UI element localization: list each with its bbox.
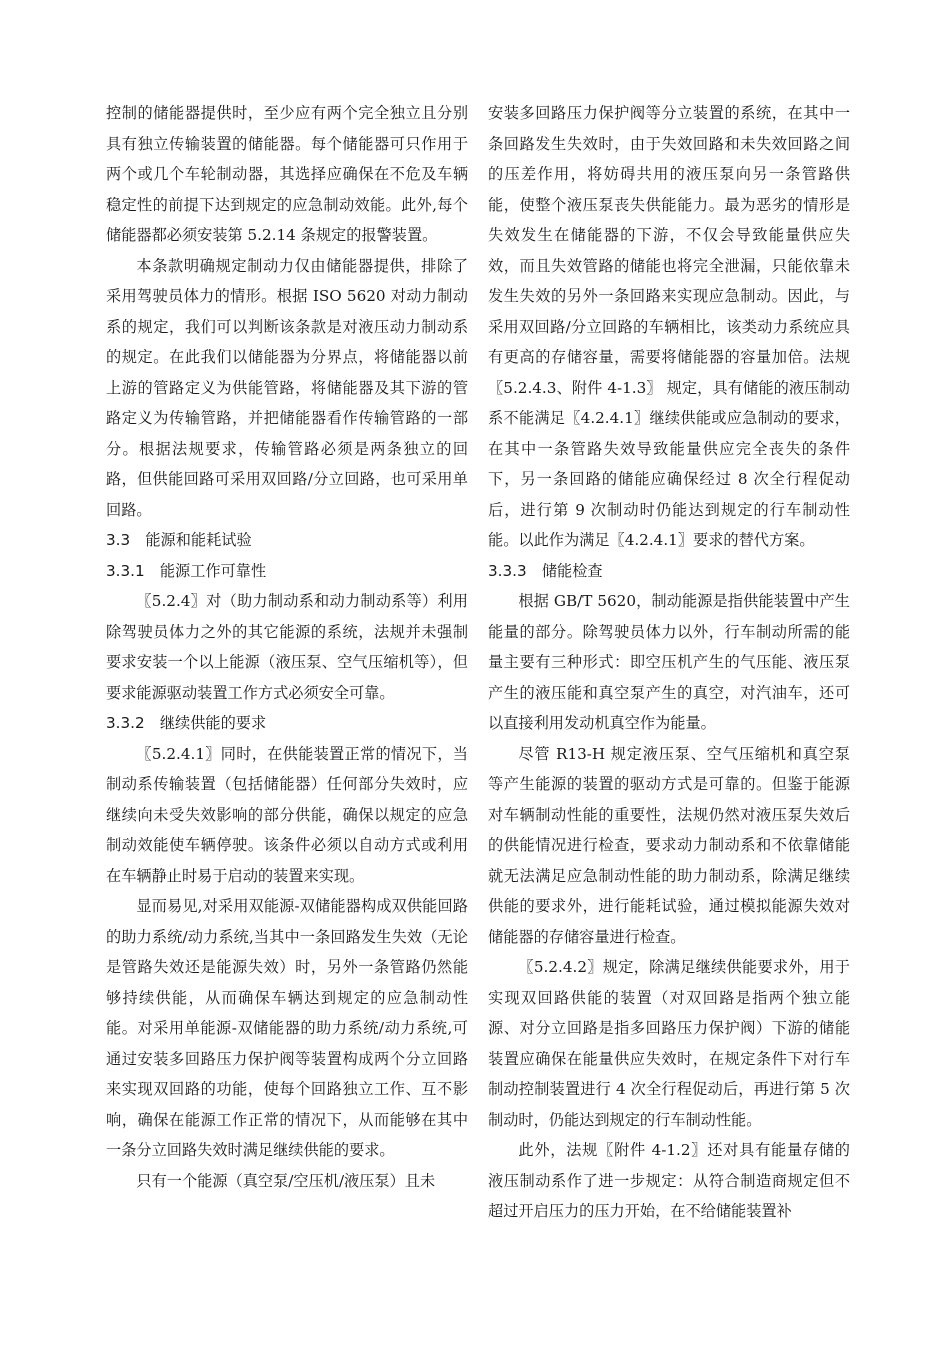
- section-heading-3-3-3: 3.3.3 储能检查: [488, 561, 603, 580]
- paragraph: 显而易见,对采用双能源-双储能器构成双供能回路的助力系统/动力系统,当其中一条回路发生失效（无论是管路失效还是能源失效）时，另外一条管路仍然能够持续供能，从而确保车辆达到规定的应急制动性能。对采用单能源-双储能器的助力系统/动力系统,可通过安装多回路压力保护阀等装置构成两个分立回路来实现双回路的功能，使每个回路独立工作、互不影响，确保在能源工作正常的情况下，从而能够在其中一条分立回路失效时满足继续供能的要求。: [106, 897, 468, 1159]
- paragraph: 控制的储能器提供时，至少应有两个完全独立且分别具有独立传输装置的储能器。每个储能器可只作用于两个或几个车轮制动器，其选择应确保在不危及车辆稳定性的前提下达到规定的应急制动效能。此外,每个储能器都必须安装第 5.2.14 条规定的报警装置。: [106, 104, 468, 244]
- section-heading-3-3-2: 3.3.2 继续供能的要求: [106, 714, 267, 732]
- paragraph: 〖5.2.4.2〗规定，除满足继续供能要求外，用于实现双回路供能的装置（对双回路是指两个独立能源、对分立回路是指多回路压力保护阀）下游的储能装置应确保在能量供应失效时，在规定条件下对行车制动控制装置进行 4 次全行程促动后，再进行第 5 次制动时，仍能达到规定的行车制动性能。: [488, 958, 850, 1129]
- paragraph: 本条款明确规定制动力仅由储能器提供，排除了采用驾驶员体力的情形。根据 ISO 5620 对动力制动系的规定，我们可以判断该条款是对液压动力制动系的规定。在此我们以储能器为分界点，将储能器以前上游的管路定义为供能管路，将储能器及其下游的管路定义为传输管路，并把储能器看作传输管路的一部分。根据法规要求，传输管路必须是两条独立的回路，但供能回路可采用双回路/分立回路，也可采用单回路。: [106, 256, 468, 519]
- left-column: [106, 98, 468, 1196]
- paragraph: 尽管 R13-H 规定液压泵、空气压缩机和真空泵等产生能源的装置的驱动方式是可靠的。但鉴于能源对车辆制动性能的重要性，法规仍然对液压泵失效后的供能情况进行检查，要求动力制动系和不依靠储能就无法满足应急制动性能的助力制动系，除满足继续供能的要求外，进行能耗试验，通过模拟能源失效对储能器的存储容量进行检查。: [488, 744, 850, 946]
- paragraph: 安装多回路压力保护阀等分立装置的系统，在其中一条回路发生失效时，由于失效回路和未失效回路之间的压差作用，将妨碍共用的液压泵向另一条管路供能，使整个液压泵丧失供能能力。最为恶劣的情形是失效发生在储能器的下游，不仅会导致能量供应失效，而且失效管路的储能也将完全泄漏，只能依靠未发生失效的另外一条回路来实现应急制动。因此，与采用双回路/分立回路的车辆相比，该类动力系统应具有更高的存储容量，需要将储能器的容量加倍。法规〖5.2.4.3、附件 4-1.3〗 规定，具有储能的液压制动系不能满足〖4.2.4.1〗继续供能或应急制动的要求，在其中一条管路失效导致能量供应完全丧失的条件下，另一条回路的储能应确保经过 8 次全行程促动后，进行第 9 次制动时仍能达到规定的行车制动性能。以此作为满足〖4.2.4.1〗要求的替代方案。: [488, 104, 850, 549]
- section-heading-3-3-1: 3.3.1 能源工作可靠性: [106, 561, 267, 580]
- paragraph: 〖5.2.4.1〗同时，在供能装置正常的情况下，当制动系传输装置（包括储能器）任何部分失效时，应继续向未受失效影响的部分供能，确保以规定的应急制动效能使车辆停驶。该条件必须以自动方式或利用在车辆静止时易于启动的装置来实现。: [106, 744, 468, 885]
- paragraph: 〖5.2.4〗对（助力制动系和动力制动系等）利用除驾驶员体力之外的其它能源的系统，法规并未强制要求安装一个以上能源（液压泵、空气压缩机等），但要求能源驱动装置工作方式必须安全可靠。: [106, 592, 468, 702]
- paragraph: 只有一个能源（真空泵/空压机/液压泵）且未: [136, 1171, 436, 1190]
- section-heading-3-3: 3.3 能源和能耗试验: [106, 531, 252, 549]
- paragraph: 此外，法规〖附件 4-1.2〗还对具有能量存储的液压制动系作了进一步规定：从符合制造商规定但不超过开启压力的压力开始，在不给储能装置补: [488, 1141, 850, 1220]
- right-column: [488, 98, 850, 1227]
- paragraph: 根据 GB/T 5620，制动能源是指供能装置中产生能量的部分。除驾驶员体力以外，行车制动所需的能量主要有三种形式：即空压机产生的气压能、液压泵产生的液压能和真空泵产生的真空，对汽油车，还可以直接利用发动机真空作为能量。: [488, 592, 850, 732]
